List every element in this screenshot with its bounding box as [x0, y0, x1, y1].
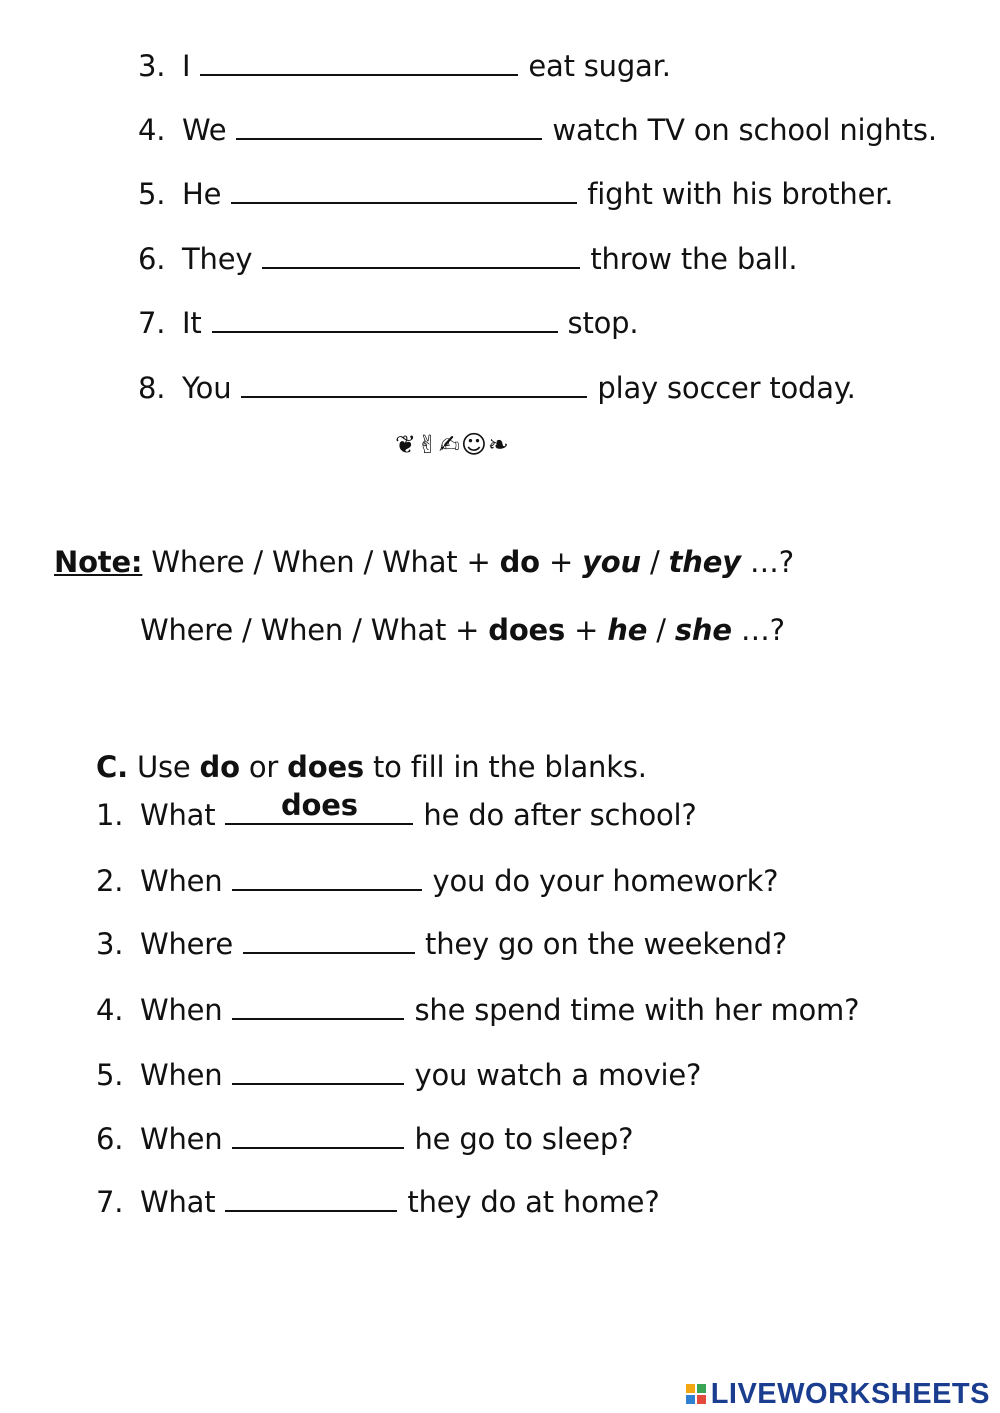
section-c-instruction: [96, 747, 647, 787]
answer-blank[interactable]: [225, 788, 413, 825]
item-number: 3.: [96, 927, 124, 961]
answer-blank[interactable]: [212, 305, 558, 333]
grammar-note-line-2: [140, 610, 785, 650]
answer-blank[interactable]: [232, 1121, 404, 1149]
item-subject: You: [182, 371, 232, 405]
exercise-item: [96, 1055, 701, 1095]
answer-blank[interactable]: [200, 48, 518, 76]
decorative-ornament: ❦✌✍☺❧: [395, 430, 510, 459]
grammar-note-line-1: [54, 542, 794, 582]
note-plus: +: [574, 613, 599, 647]
answer-blank[interactable]: [262, 241, 580, 269]
item-number: 5.: [96, 1058, 124, 1092]
item-question-word: When: [140, 1058, 223, 1092]
note-slash: /: [650, 545, 660, 579]
item-number: 7.: [138, 306, 166, 340]
exercise-item: [96, 924, 787, 964]
item-number: 2.: [96, 864, 124, 898]
answer-blank[interactable]: [232, 863, 422, 891]
note-pronoun: you: [582, 545, 641, 579]
item-subject: I: [182, 49, 191, 83]
note-ellipsis: …?: [749, 545, 794, 579]
answer-blank[interactable]: [236, 112, 542, 140]
exercise-item: [96, 1119, 633, 1159]
item-rest: fight with his brother.: [587, 177, 894, 211]
item-subject: It: [182, 306, 202, 340]
exercise-item: [138, 303, 638, 343]
item-question-word: When: [140, 993, 223, 1027]
item-rest: throw the ball.: [590, 242, 798, 276]
note-ellipsis: …?: [740, 613, 785, 647]
item-rest: he do after school?: [423, 798, 697, 832]
instruction-keyword: do: [199, 750, 240, 784]
item-number: 6.: [138, 242, 166, 276]
item-number: 6.: [96, 1122, 124, 1156]
instruction-text: or: [248, 750, 279, 784]
note-verb: does: [488, 613, 566, 647]
note-question-words: Where / When / What +: [140, 613, 480, 647]
item-question-word: What: [140, 798, 216, 832]
item-subject: They: [182, 242, 253, 276]
item-rest: you do your homework?: [432, 864, 779, 898]
note-plus: +: [548, 545, 574, 579]
exercise-item: [96, 1182, 660, 1222]
item-rest: play soccer today.: [597, 371, 856, 405]
item-subject: We: [182, 113, 227, 147]
answer-blank[interactable]: [225, 1184, 397, 1212]
answer-blank[interactable]: [231, 176, 577, 204]
note-verb: do: [499, 545, 540, 579]
note-pronoun: they: [668, 545, 741, 579]
exercise-item: [138, 368, 856, 408]
answer-blank[interactable]: [232, 1057, 404, 1085]
note-question-words: Where / When / What +: [151, 545, 491, 579]
exercise-item: [96, 990, 859, 1030]
item-rest: watch TV on school nights.: [552, 113, 937, 147]
item-rest: eat sugar.: [528, 49, 671, 83]
item-question-word: When: [140, 864, 223, 898]
exercise-item: [96, 788, 697, 835]
exercise-item: [138, 174, 893, 214]
item-number: 4.: [96, 993, 124, 1027]
liveworksheets-brand[interactable]: [685, 1376, 990, 1412]
brand-name: LIVEWORKSHEETS: [710, 1377, 990, 1410]
instruction-keyword: does: [287, 750, 364, 784]
liveworksheets-logo-icon: [685, 1383, 707, 1405]
note-pronoun: she: [674, 613, 732, 647]
item-rest: you watch a movie?: [414, 1058, 702, 1092]
item-question-word: Where: [140, 927, 234, 961]
item-question-word: What: [140, 1185, 216, 1219]
answer-blank[interactable]: [243, 926, 415, 954]
exercise-item: [138, 110, 937, 150]
note-label: Note:: [54, 545, 143, 579]
item-question-word: When: [140, 1122, 223, 1156]
note-pronoun: he: [607, 613, 648, 647]
note-slash: /: [656, 613, 666, 647]
item-rest: they do at home?: [407, 1185, 660, 1219]
section-letter: C.: [96, 750, 128, 784]
exercise-item: [138, 46, 671, 86]
item-rest: they go on the weekend?: [425, 927, 788, 961]
item-number: 1.: [96, 798, 124, 832]
item-number: 7.: [96, 1185, 124, 1219]
item-rest: he go to sleep?: [414, 1122, 634, 1156]
instruction-text: to fill in the blanks.: [373, 750, 647, 784]
item-number: 3.: [138, 49, 166, 83]
answer-blank[interactable]: [232, 992, 404, 1020]
exercise-item: [96, 861, 778, 901]
item-rest: she spend time with her mom?: [414, 993, 860, 1027]
item-number: 4.: [138, 113, 166, 147]
filled-answer: does: [281, 788, 358, 822]
answer-blank[interactable]: [241, 370, 587, 398]
item-number: 8.: [138, 371, 166, 405]
instruction-text: Use: [136, 750, 191, 784]
item-subject: He: [182, 177, 222, 211]
item-number: 5.: [138, 177, 166, 211]
item-rest: stop.: [567, 306, 639, 340]
exercise-item: [138, 239, 797, 279]
